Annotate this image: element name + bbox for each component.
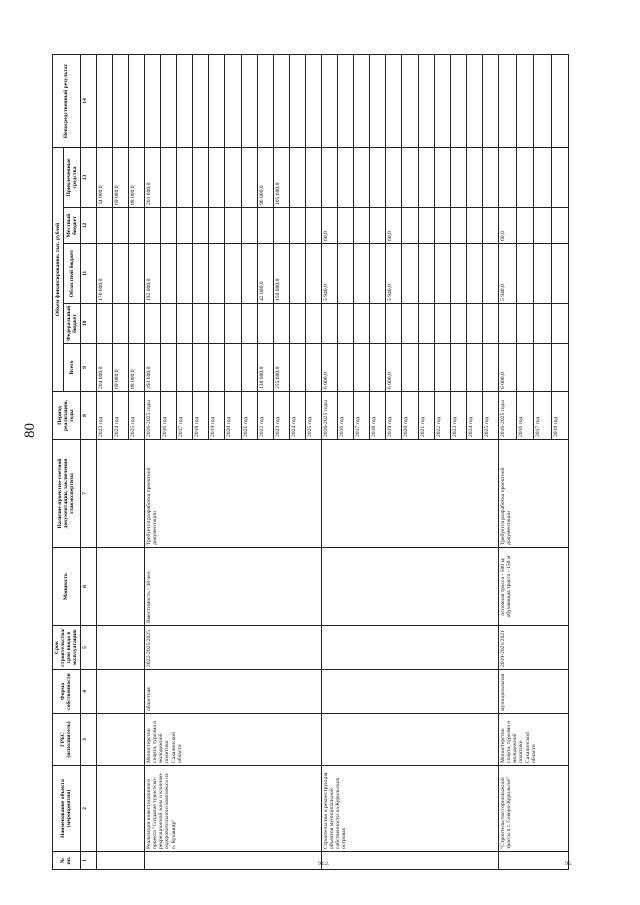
local-cell — [257, 208, 273, 244]
federal-cell — [241, 304, 257, 344]
local-cell — [434, 208, 450, 244]
item-psd — [321, 440, 498, 548]
column-number: 8 — [80, 392, 96, 440]
item-capacity: основная трасса - 500 м; обучающая трасса - 150 м — [499, 548, 569, 626]
header-financing: Объем финансирования, тыс. рублей — [53, 148, 64, 392]
total-cell: 138 000,0 — [257, 344, 273, 392]
table-row — [144, 55, 160, 870]
period-cell: 2024 год — [289, 392, 305, 440]
local-cell — [209, 208, 225, 244]
local-cell — [144, 208, 160, 244]
other-cell: 96 000,0 — [257, 148, 273, 208]
period-cell: 2016 год — [516, 392, 534, 440]
regional-cell — [305, 244, 321, 304]
item-grbs — [321, 714, 498, 766]
regional-cell — [112, 244, 128, 304]
regional-cell — [161, 244, 177, 304]
result-cell — [289, 55, 305, 148]
period-cell: 2016 год — [338, 392, 354, 440]
item-term: 2019-2021/2021 — [499, 626, 569, 670]
column-number: 1 — [80, 852, 96, 870]
other-cell — [499, 148, 517, 208]
result-cell — [551, 55, 569, 148]
item-name: Строительство и реконструкция объектов муниципальной собственности на Курильских островах — [321, 766, 498, 852]
regional-cell — [289, 244, 305, 304]
period-cell: 2024 год — [112, 392, 128, 440]
federal-cell — [534, 304, 552, 344]
regional-cell — [482, 244, 498, 304]
item-number — [499, 852, 573, 870]
header-total: Всего — [63, 344, 80, 392]
item-ownership — [321, 670, 498, 714]
item-name: "Строительство горнолыжной трассы в г. Северо-Курильске" — [499, 766, 569, 852]
local-cell — [225, 208, 241, 244]
period-cell: 2016-2025 годы — [321, 392, 337, 440]
federal-cell — [144, 304, 160, 344]
other-cell — [434, 148, 450, 208]
federal-cell — [321, 304, 337, 344]
local-cell — [289, 208, 305, 244]
result-cell — [96, 55, 112, 148]
header-federal: Федеральный бюджет — [63, 304, 80, 344]
item-capacity — [321, 548, 498, 626]
term-cell — [96, 626, 144, 670]
total-cell — [354, 344, 370, 392]
period-cell: 2023 год — [273, 392, 289, 440]
federal-cell — [273, 304, 289, 344]
regional-cell: 150 000,0 — [273, 244, 289, 304]
result-cell — [516, 55, 534, 148]
column-number: 9 — [80, 344, 96, 392]
regional-cell — [209, 244, 225, 304]
period-cell: 2025 год — [305, 392, 321, 440]
item-number — [144, 852, 330, 870]
item-grbs: Министерство спорта, туризма и молодежной политики Сахалинской области — [499, 714, 569, 766]
column-number: 11 — [80, 244, 96, 304]
local-cell: 60,0 — [499, 208, 517, 244]
column-number: 2 — [80, 766, 96, 852]
psd-cell — [96, 440, 144, 548]
local-cell — [193, 208, 209, 244]
table-row — [499, 55, 517, 870]
result-cell — [112, 55, 128, 148]
item-grbs: Министерство спорта, туризма и молодежной политики Сахалинской области — [144, 714, 321, 766]
total-cell — [241, 344, 257, 392]
header-other: Привлеченные средства — [63, 148, 80, 208]
result-cell — [418, 55, 434, 148]
local-cell — [450, 208, 466, 244]
other-cell — [418, 148, 434, 208]
regional-cell: 5 940,0 — [499, 244, 517, 304]
other-cell: 105 600,0 — [273, 148, 289, 208]
period-cell: 2024 год — [466, 392, 482, 440]
financing-table — [52, 54, 573, 870]
result-cell — [177, 55, 193, 148]
result-cell — [257, 55, 273, 148]
total-cell — [534, 344, 552, 392]
other-cell — [534, 148, 552, 208]
federal-cell — [177, 304, 193, 344]
period-cell: 2022 год — [257, 392, 273, 440]
column-number: 4 — [80, 670, 96, 714]
other-cell — [482, 148, 498, 208]
local-cell — [402, 208, 418, 244]
local-cell — [370, 208, 386, 244]
other-cell — [551, 148, 569, 208]
period-cell: 2017 год — [534, 392, 552, 440]
federal-cell — [193, 304, 209, 344]
local-cell — [534, 208, 552, 244]
federal-cell — [161, 304, 177, 344]
local-cell: 60,0 — [321, 208, 337, 244]
result-cell — [209, 55, 225, 148]
result-cell — [241, 55, 257, 148]
total-cell — [482, 344, 498, 392]
period-cell: 2018 год — [193, 392, 209, 440]
federal-cell — [257, 304, 273, 344]
total-cell — [193, 344, 209, 392]
other-cell — [338, 148, 354, 208]
total-cell: 393 600,0 — [144, 344, 160, 392]
period-cell: 2023 год — [450, 392, 466, 440]
result-cell — [321, 55, 337, 148]
result-cell — [193, 55, 209, 148]
result-cell — [225, 55, 241, 148]
other-cell — [466, 148, 482, 208]
federal-cell — [466, 304, 482, 344]
result-cell — [450, 55, 466, 148]
federal-cell — [128, 304, 144, 344]
item-term: 2022-2025/2025 — [144, 626, 321, 670]
result-cell — [128, 55, 144, 148]
regional-cell: 42 000,0 — [257, 244, 273, 304]
ownership-cell — [96, 670, 144, 714]
header-term: Срок строительства/ срок ввода в эксплуатацию — [53, 626, 81, 670]
result-cell — [482, 55, 498, 148]
period-cell: 2023 год — [96, 392, 112, 440]
period-cell: 2025 год — [128, 392, 144, 440]
federal-cell — [289, 304, 305, 344]
regional-cell — [466, 244, 482, 304]
total-cell — [177, 344, 193, 392]
federal-cell — [418, 304, 434, 344]
other-cell — [193, 148, 209, 208]
local-cell — [128, 208, 144, 244]
header-period: Период реализации, годы — [53, 392, 81, 440]
local-cell — [305, 208, 321, 244]
total-cell — [338, 344, 354, 392]
period-cell: 2021 год — [418, 392, 434, 440]
federal-cell — [338, 304, 354, 344]
total-cell — [551, 344, 569, 392]
other-cell: 69 000,0 — [112, 148, 128, 208]
federal-cell — [402, 304, 418, 344]
federal-cell — [386, 304, 402, 344]
period-cell: 2019 год — [386, 392, 402, 440]
other-cell: 201 600,0 — [144, 148, 160, 208]
total-cell — [434, 344, 450, 392]
result-cell — [466, 55, 482, 148]
item-term — [321, 626, 498, 670]
period-cell: 2017 год — [354, 392, 370, 440]
header-no: № пп. — [53, 852, 81, 870]
item-ownership: областная — [144, 670, 321, 714]
other-cell: 34 000,0 — [96, 148, 112, 208]
federal-cell — [96, 304, 112, 344]
regional-cell — [241, 244, 257, 304]
period-cell: 2016-2025 годы — [499, 392, 517, 440]
header-name: Наименование объекта (мероприятия) — [53, 766, 81, 852]
local-cell — [466, 208, 482, 244]
result-cell — [386, 55, 402, 148]
other-cell — [225, 148, 241, 208]
local-cell — [354, 208, 370, 244]
federal-cell — [370, 304, 386, 344]
result-cell — [338, 55, 354, 148]
column-number: 3 — [80, 714, 96, 766]
period-cell: 2016-2025 годы — [144, 392, 160, 440]
column-number: 5 — [80, 626, 96, 670]
period-cell: 2017 год — [177, 392, 193, 440]
period-cell: 2020 год — [402, 392, 418, 440]
header-result: Непосредственный результат — [53, 55, 81, 148]
name-cell — [96, 766, 144, 852]
federal-cell — [305, 304, 321, 344]
regional-cell — [516, 244, 534, 304]
total-cell — [402, 344, 418, 392]
other-cell — [305, 148, 321, 208]
total-cell: 6 000,0 — [499, 344, 517, 392]
federal-cell — [516, 304, 534, 344]
federal-cell — [551, 304, 569, 344]
column-number: 6 — [80, 548, 96, 626]
regional-cell — [534, 244, 552, 304]
total-cell — [209, 344, 225, 392]
result-cell — [354, 55, 370, 148]
regional-cell — [402, 244, 418, 304]
column-number: 13 — [80, 148, 96, 208]
item-label: 94.2. — [317, 860, 330, 867]
total-cell: 6 000,0 — [321, 344, 337, 392]
local-cell — [177, 208, 193, 244]
regional-cell — [354, 244, 370, 304]
regional-cell — [338, 244, 354, 304]
table-row — [321, 55, 337, 870]
period-cell: 2016 год — [161, 392, 177, 440]
item-capacity: Вместимость - 38 чел. — [144, 548, 321, 626]
item-psd: Требуется разработка проектной документации — [144, 440, 321, 548]
period-cell: 2025 год — [482, 392, 498, 440]
total-cell: 255 600,0 — [273, 344, 289, 392]
local-cell — [482, 208, 498, 244]
total-cell — [305, 344, 321, 392]
local-cell — [241, 208, 257, 244]
regional-cell — [434, 244, 450, 304]
regional-cell — [418, 244, 434, 304]
period-cell: 2018 год — [370, 392, 386, 440]
local-cell: 60,0 — [386, 208, 402, 244]
period-cell: 2021 год — [241, 392, 257, 440]
federal-cell — [450, 304, 466, 344]
other-cell — [516, 148, 534, 208]
period-cell: 2018 год — [551, 392, 569, 440]
total-cell — [289, 344, 305, 392]
other-cell — [177, 148, 193, 208]
total-cell: 6 000,0 — [386, 344, 402, 392]
federal-cell — [434, 304, 450, 344]
other-cell — [450, 148, 466, 208]
federal-cell — [112, 304, 128, 344]
period-cell: 2020 год — [225, 392, 241, 440]
result-cell — [434, 55, 450, 148]
regional-cell — [128, 244, 144, 304]
column-number: 12 — [80, 208, 96, 244]
page-number: 80 — [22, 423, 38, 438]
total-cell — [370, 344, 386, 392]
item-label: 95. — [565, 860, 573, 867]
regional-cell: 192 000,0 — [144, 244, 160, 304]
local-cell — [338, 208, 354, 244]
total-cell — [418, 344, 434, 392]
regional-cell: 170 000,0 — [96, 244, 112, 304]
result-cell — [161, 55, 177, 148]
column-number: 7 — [80, 440, 96, 548]
period-cell: 2022 год — [434, 392, 450, 440]
result-cell — [305, 55, 321, 148]
other-cell — [161, 148, 177, 208]
item-name: Реализация инвестиционного проекта "Создание туристско-рекреационной зоны и клинико-оздоровительного комплекса на о. Кунашир" — [144, 766, 321, 852]
total-cell: 204 000,0 — [96, 344, 112, 392]
total-cell — [450, 344, 466, 392]
local-cell — [551, 208, 569, 244]
local-cell — [418, 208, 434, 244]
column-number: 14 — [80, 55, 96, 148]
regional-cell — [551, 244, 569, 304]
federal-cell — [482, 304, 498, 344]
item-number — [321, 852, 498, 870]
federal-cell — [225, 304, 241, 344]
result-cell — [273, 55, 289, 148]
document-sheet — [52, 55, 573, 870]
header-psd: Наличие проектно-сметной документации, заключения главэкспертизы — [53, 440, 81, 548]
column-number-row — [80, 55, 96, 870]
table-row — [96, 55, 112, 870]
result-cell — [534, 55, 552, 148]
header-ownership: Форма собственности — [53, 670, 81, 714]
local-cell — [161, 208, 177, 244]
other-cell — [370, 148, 386, 208]
regional-cell: 5 940,0 — [386, 244, 402, 304]
total-cell — [225, 344, 241, 392]
other-cell — [289, 148, 305, 208]
total-cell: 69 000,0 — [112, 344, 128, 392]
no-cell — [96, 852, 144, 870]
total-cell — [161, 344, 177, 392]
regional-cell — [450, 244, 466, 304]
header-capacity: Мощность — [53, 548, 81, 626]
item-ownership: муниципальная — [499, 670, 569, 714]
federal-cell — [354, 304, 370, 344]
result-cell — [402, 55, 418, 148]
regional-cell — [177, 244, 193, 304]
header-local: Местный бюджет — [63, 208, 80, 244]
local-cell — [273, 208, 289, 244]
other-cell — [209, 148, 225, 208]
regional-cell — [225, 244, 241, 304]
regional-cell — [193, 244, 209, 304]
other-cell — [354, 148, 370, 208]
item-psd: Требуется разработка проектной документации — [499, 440, 569, 548]
regional-cell: 5 940,0 — [321, 244, 337, 304]
other-cell — [321, 148, 337, 208]
total-cell: 88 000,0 — [128, 344, 144, 392]
other-cell — [402, 148, 418, 208]
other-cell — [241, 148, 257, 208]
federal-cell — [209, 304, 225, 344]
header-grbs: ГРБС (исполнитель) — [53, 714, 81, 766]
federal-cell — [499, 304, 517, 344]
other-cell: 88 000,0 — [128, 148, 144, 208]
capacity-cell — [96, 548, 144, 626]
header-regional: Областной бюджет — [63, 244, 80, 304]
total-cell — [466, 344, 482, 392]
period-cell: 2019 год — [209, 392, 225, 440]
column-number: 10 — [80, 304, 96, 344]
local-cell — [96, 208, 112, 244]
local-cell — [516, 208, 534, 244]
result-cell — [370, 55, 386, 148]
local-cell — [112, 208, 128, 244]
total-cell — [516, 344, 534, 392]
result-cell — [144, 55, 160, 148]
regional-cell — [370, 244, 386, 304]
grbs-cell — [96, 714, 144, 766]
result-cell — [499, 55, 517, 148]
other-cell — [386, 148, 402, 208]
